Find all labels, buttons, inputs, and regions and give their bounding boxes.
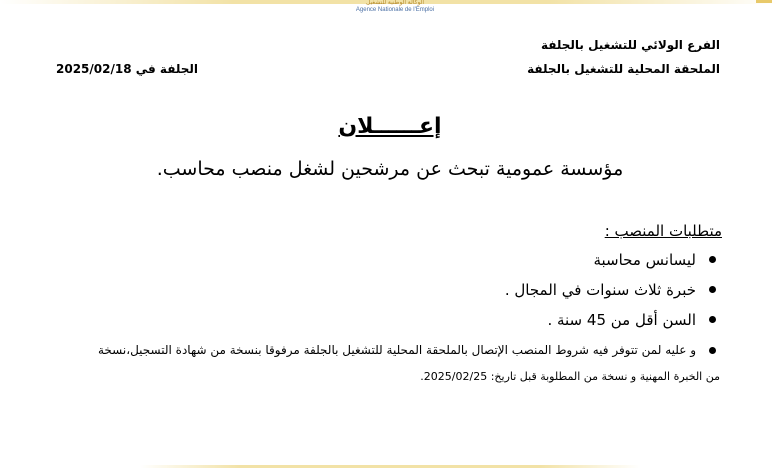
org-branch: الفرع الولائي للتشغيل بالجلفة bbox=[540, 38, 720, 52]
bottom-decorative-line bbox=[140, 465, 640, 468]
requirements-heading: متطلبات المنصب : bbox=[604, 222, 722, 240]
requirement-text: ليسانس محاسبة bbox=[593, 251, 696, 269]
list-item bbox=[62, 337, 722, 367]
requirement-text: السن أقل من 45 سنة . bbox=[547, 311, 696, 329]
org-annex: الملحقة المحلية للتشغيل بالجلفة bbox=[527, 62, 720, 76]
bullet-icon bbox=[709, 347, 716, 354]
requirement-text: و عليه لمن تتوفر فيه شروط المنصب الإتصال بالملحقة المحلية للتشغيل بالجلفة مرفوقا بنسخة من شهادة التسجيل،نسخة bbox=[97, 343, 696, 357]
bullet-icon bbox=[709, 286, 716, 293]
bullet-icon bbox=[709, 256, 716, 263]
requirements-list bbox=[62, 247, 722, 367]
agency-name-arabic: الوكالة الوطنية للتشغيل bbox=[365, 0, 425, 6]
place-date: الجلفة في 2025/02/18 bbox=[56, 62, 198, 76]
announcement-title: إعــــــلان bbox=[338, 114, 442, 139]
agency-name-french: Agence Nationale de l'Emploi bbox=[355, 7, 435, 13]
list-item bbox=[62, 307, 722, 337]
agency-logo bbox=[340, 0, 450, 14]
application-instructions: من الخبرة المهنية و نسخة من المطلوبة قبل تاريخ: 2025/02/25. bbox=[420, 370, 720, 383]
list-item bbox=[62, 277, 722, 307]
requirement-text: خبرة ثلاث سنوات في المجال . bbox=[504, 281, 696, 299]
announcement-subtitle: مؤسسة عمومية تبحث عن مرشحين لشغل منصب محاسب. bbox=[156, 158, 624, 180]
corner-decoration bbox=[756, 0, 772, 3]
bullet-icon bbox=[709, 316, 716, 323]
list-item bbox=[62, 247, 722, 277]
